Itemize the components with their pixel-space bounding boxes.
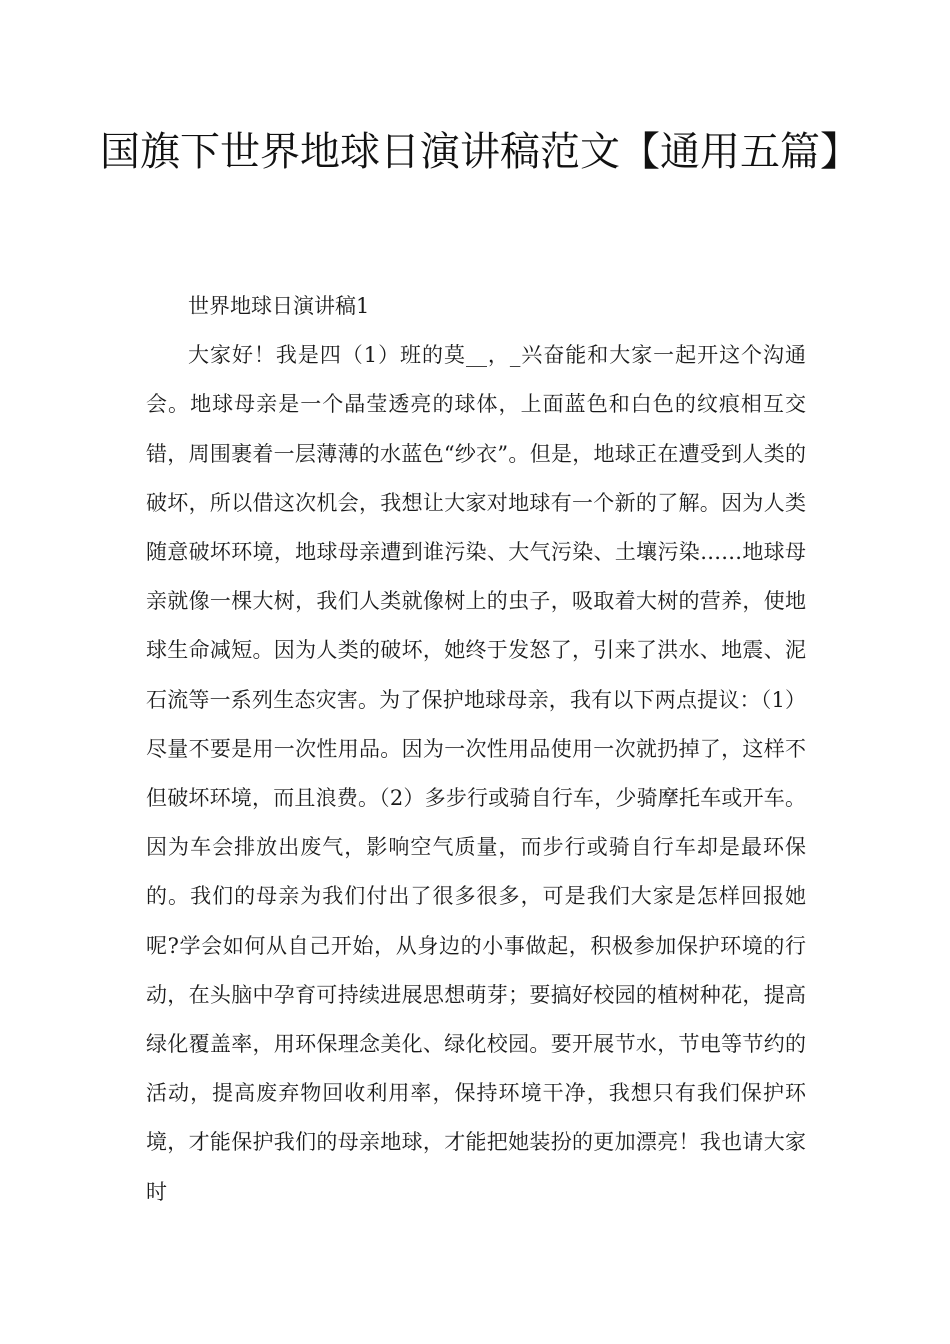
body-paragraph: 大家好！我是四（1）班的莫__，_兴奋能和大家一起开这个沟通会。地球母亲是一个晶莹透亮的球体，上面蓝色和白色的纹痕相互交错，周围裹着一层薄薄的水蓝色“纱衣”。但是，地球正在遭受到人类的破坏，所以借这次机会，我想让大家对地球有一个新的了解。因为人类随意破坏环境，地球母亲遭到谁污染、大气污染、土壤污染……地球母亲就像一棵大树，我们人类就像树上的虫子，吸取着大树的营养，使地球生命减短。因为人类的破坏，她终于发怒了，引来了洪水、地震、泥石流等一系列生态灾害。为了保护地球母亲，我有以下两点提议：（1）尽量不要是用一次性用品。因为一次性用品使用一次就扔掉了，这样不但破坏环境，而且浪费。（2）多步行或骑自行车，少骑摩托车或开车。因为车会排放出废气，影响空气质量，而步行或骑自行车却是最环保的。我们的母亲为我们付出了很多很多，可是我们大家是怎样回报她呢?学会如何从自己开始，从身边的小事做起，积极参加保护环境的行动，在头脑中孕育可持续进展思想萌芽；要搞好校园的植树种花，提高绿化覆盖率，用环保理念美化、绿化校园。要开展节水，节电等节约的活动，提高废弃物回收利用率，保持环境干净，我想只有我们保护环境，才能保护我们的母亲地球，才能把她装扮的更加漂亮！我也请大家时 [146, 343, 806, 1204]
document-title: 国旗下世界地球日演讲稿范文【通用五篇】 [100, 129, 860, 175]
document-body [146, 282, 806, 1217]
section-heading: 世界地球日演讲稿1 [188, 294, 370, 318]
